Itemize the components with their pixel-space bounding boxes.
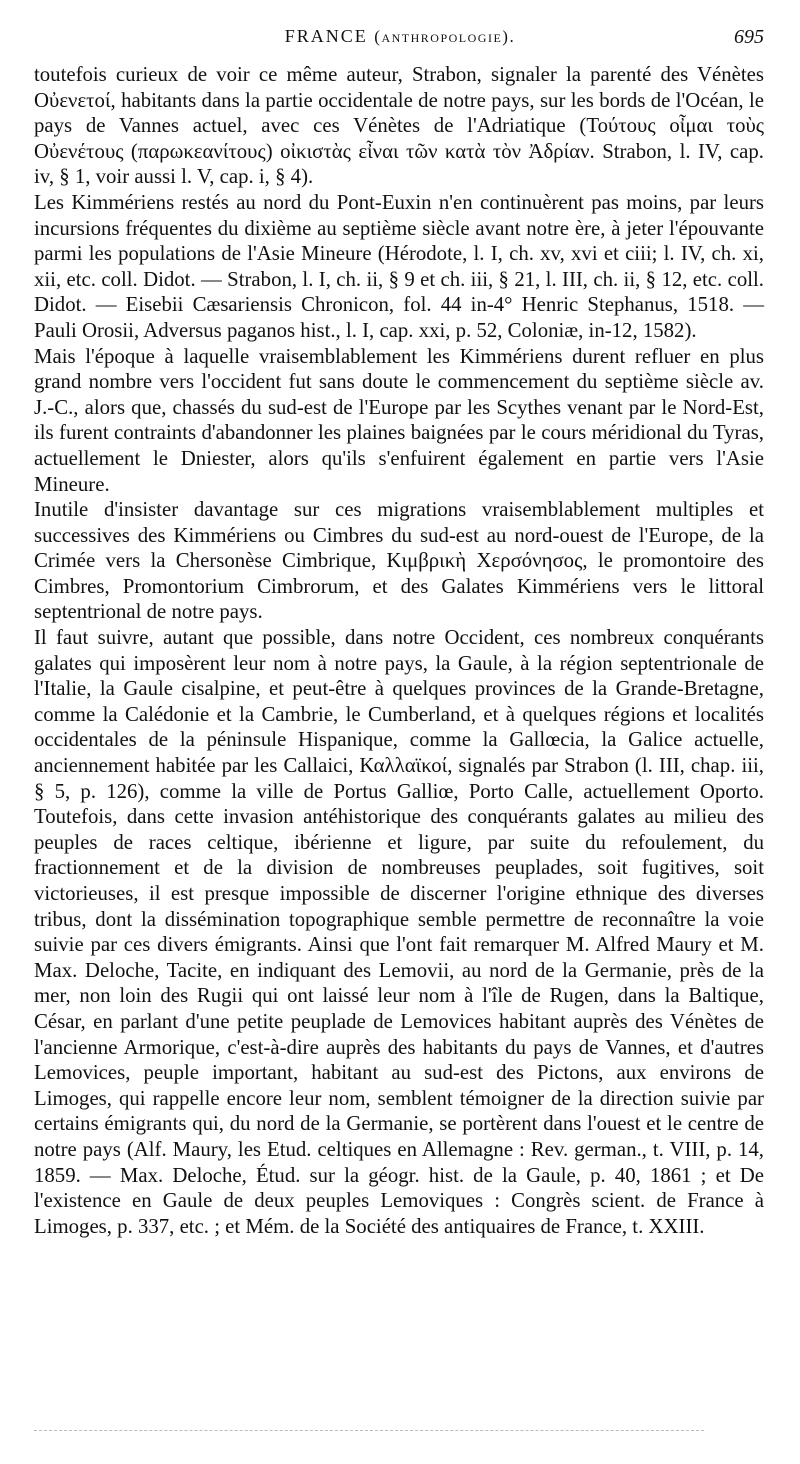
paragraph-4: Inutile d'insister davantage sur ces migrations vraisemblablement multiples et successives des Kimmériens ou Cimbres du sud-est au nord-ouest de l'Europe, de la Crimée vers la Chersonèse Cimbrique, Κιμβρικὴ Χερσόνησος, le promontoire des Cimbres, Promontorium Cimbrorum, et des Galates Kimmériens vers le littoral septentrional de notre pays. bbox=[34, 498, 764, 624]
paragraph-1: toutefois curieux de voir ce même auteur, Strabon, signaler la parenté des Vénètes Οὐενετοί, habitants dans la partie occidentale de notre pays, sur les bords de l'Océan, le pays de Vannes actuel, avec ces Vénètes de l'Adriatique (Τούτους οἶμαι τοὺς Οὐενέτους (παρωκεανίτους) οἰκιστὰς εἶναι τῶν κατὰ τὸν Ἀδρίαν. Strabon, l. IV, cap. iv, § 1, voir aussi l. V, cap. i, § 4). bbox=[34, 63, 764, 189]
footer-bleed-line bbox=[34, 1430, 704, 1431]
body-text bbox=[34, 62, 764, 1239]
paragraph-5: Il faut suivre, autant que possible, dans notre Occident, ces nombreux conquérants galates qui imposèrent leur nom à notre pays, la Gaule, à la région septentrionale de l'Italie, la Gaule cisalpine, et peut-être à quelques provinces de la Grande-Bretagne, comme la Calédonie et la Cambrie, le Cumberland, et à quelques régions et localités occidentales de la péninsule Hispanique, comme la Gallœcia, la Galice actuelle, anciennement habitée par les Callaici, Καλλαϊκοί, signalés par Strabon (l. III, chap. iii, § 5, p. 126), comme la ville de Portus Galliœ, Porto Calle, actuellement Oporto. Toutefois, dans cette invasion antéhistorique des conquérants galates au milieu des peuples de races celtique, ibérienne et ligure, par suite du refoulement, du fractionnement et de la division de nombreuses peuplades, soit fugitives, soit victorieuses, il est presque impossible de discerner l'origine ethnique des diverses tribus, dont la dissémination topographique semble permettre de reconnaître la voie suivie par ces divers émigrants. Ainsi que l'ont fait remarquer M. Alfred Maury et M. Max. Deloche, Tacite, en indiquant des Lemovii, au nord de la Germanie, près de la mer, non loin des Rugii qui ont laissé leur nom à l'île de Rugen, dans la Baltique, César, en parlant d'une petite peuplade de Lemovices habitant auprès des Vénètes de l'ancienne Armorique, c'est-à-dire auprès des habitants du pays de Vannes, et d'autres Lemovices, peuple important, habitant au sud-est des Pictons, aux environs de Limoges, qui rappelle encore leur nom, semblent témoigner de la direction suivie par certains émigrants qui, du nord de la Germanie, se portèrent dans l'ouest et le centre de notre pays (Alf. Maury, les Etud. celtiques en Allemagne : Rev. german., t. VIII, p. 14, 1859. — Max. Deloche, Étud. sur la géogr. hist. de la Gaule, p. 40, 1861 ; et De l'existence en Gaule de deux peuples Lemoviques : Congrès scient. de France à Limoges, p. 337, etc. ; et Mém. de la Société des antiquaires de France, t. XXIII. bbox=[34, 626, 764, 1238]
header-title-main: FRANCE bbox=[284, 26, 368, 46]
paragraph-2: Les Kimmériens restés au nord du Pont-Euxin n'en continuèrent pas moins, par leurs incursions fréquentes du dixième au septième siècle avant notre ère, à jeter l'épouvante parmi les populations de l'Asie Mineure (Hérodote, l. I, ch. xv, xvi et ciii; l. IV, ch. xi, xii, etc. coll. Didot. — Strabon, l. I, ch. ii, § 9 et ch. iii, § 21, l. III, ch. ii, § 12, etc. coll. Didot. — Eisebii Cæsariensis Chronicon, fol. 44 in-4° Henric Stephanus, 1518. — Pauli Orosii, Adversus paganos hist., l. I, cap. xxi, p. 52, Coloniæ, in-12, 1582). bbox=[34, 190, 764, 342]
paragraph-3: Mais l'époque à laquelle vraisemblablement les Kimmériens durent refluer en plus grand nombre vers l'occident fut sans doute le commencement du septième siècle av. J.-C., alors que, chassés du sud-est de l'Europe par les Scythes venant par le Nord-Est, ils furent contraints d'abandonner les plaines baignées par le cours méridional du Tyras, actuellement le Dniester, alors qu'ils s'enfuirent également en partie vers l'Asie Mineure. bbox=[34, 344, 764, 496]
header-subtitle: (anthropologie). bbox=[374, 27, 516, 46]
header-title bbox=[36, 26, 764, 47]
page-number: 695 bbox=[734, 26, 764, 48]
running-header bbox=[36, 26, 764, 54]
